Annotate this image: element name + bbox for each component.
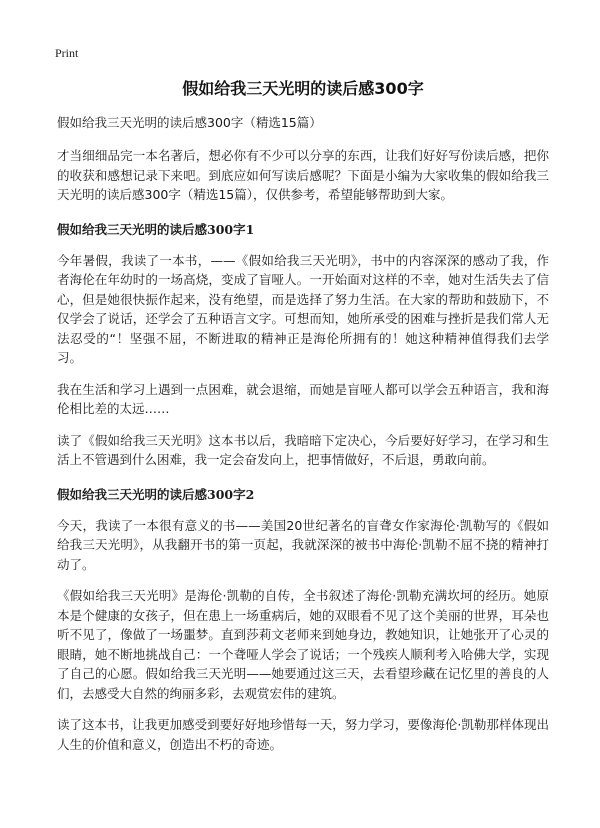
section-paragraph: 我在生活和学习上遇到一点困难，就会退缩，而她是盲哑人都可以学会五种语言，我和海伦相比差的太远……	[57, 381, 549, 416]
intro-paragraph: 才当细细品完一本名著后，想必你有不少可以分享的东西，让我们好好写份读后感，把你的收获和感想记录下来吧。到底应如何写读后感呢？下面是小编为大家收集的假如给我三天光明的读后感300字（精选15篇），仅供参考，希望能够帮助到大家。	[57, 148, 549, 202]
section-heading: 假如给我三天光明的读后感300字1	[57, 221, 255, 237]
page-title: 假如给我三天光明的读后感300字	[182, 79, 424, 98]
document-page	[57, 78, 549, 766]
print-link[interactable]: Print	[55, 46, 79, 60]
section-paragraph: 读了这本书，让我更加感受到要好好地珍惜每一天，努力学习，要像海伦·凯勒那样体现出人生的价值和意义，创造出不朽的奇迹。	[57, 717, 549, 752]
section-paragraph: 《假如给我三天光明》是海伦·凯勒的自传，全书叙述了海伦·凯勒充满坎坷的经历。她原本是个健康的女孩子，但在患上一场重病后，她的双眼看不见了这个美丽的世界，耳朵也听不见了，像做了一场噩梦。直到莎莉文老师来到她身边，教她知识，让她张开了心灵的眼睛，她不断地挑战自己：一个聋哑人学会了说话；一个残疾人顺利考入哈佛大学，实现了自己的心愿。假如给我三天光明——她要通过这三天，去看望珍藏在记忆里的善良的人们，去感受大自然的绚丽多彩，去观赏宏伟的建筑。	[57, 588, 549, 701]
section-paragraph: 读了《假如给我三天光明》这本书以后，我暗暗下定决心，今后要好好学习，在学习和生活上不管遇到什么困难，我一定会奋发向上，把事情做好，不后退，勇敢向前。	[57, 432, 549, 467]
document-subtitle: 假如给我三天光明的读后感300字（精选15篇）	[57, 115, 322, 130]
section-paragraph: 今年暑假，我读了一本书，——《假如给我三天光明》，书中的内容深深的感动了我，作者海伦在年幼时的一场高烧，变成了盲哑人。一开始面对这样的不幸，她对生活失去了信心，但是她很快振作起来，没有绝望，而是选择了努力生活。在大家的帮助和鼓励下，不仅学会了说话，还学会了五种语言文字。可想而知，她所承受的困难与挫折是我们常人无法忍受的“！坚强不屈，不断进取的精神正是海伦所拥有的！她这种精神值得我们去学习。	[57, 252, 549, 365]
section-heading: 假如给我三天光明的读后感300字2	[57, 486, 255, 502]
section-paragraph: 今天，我读了一本很有意义的书——美国20世纪著名的盲聋女作家海伦·凯勒写的《假如给我三天光明》，从我翻开书的第一页起，我就深深的被书中海伦·凯勒不屈不挠的精神打动了。	[57, 517, 549, 572]
